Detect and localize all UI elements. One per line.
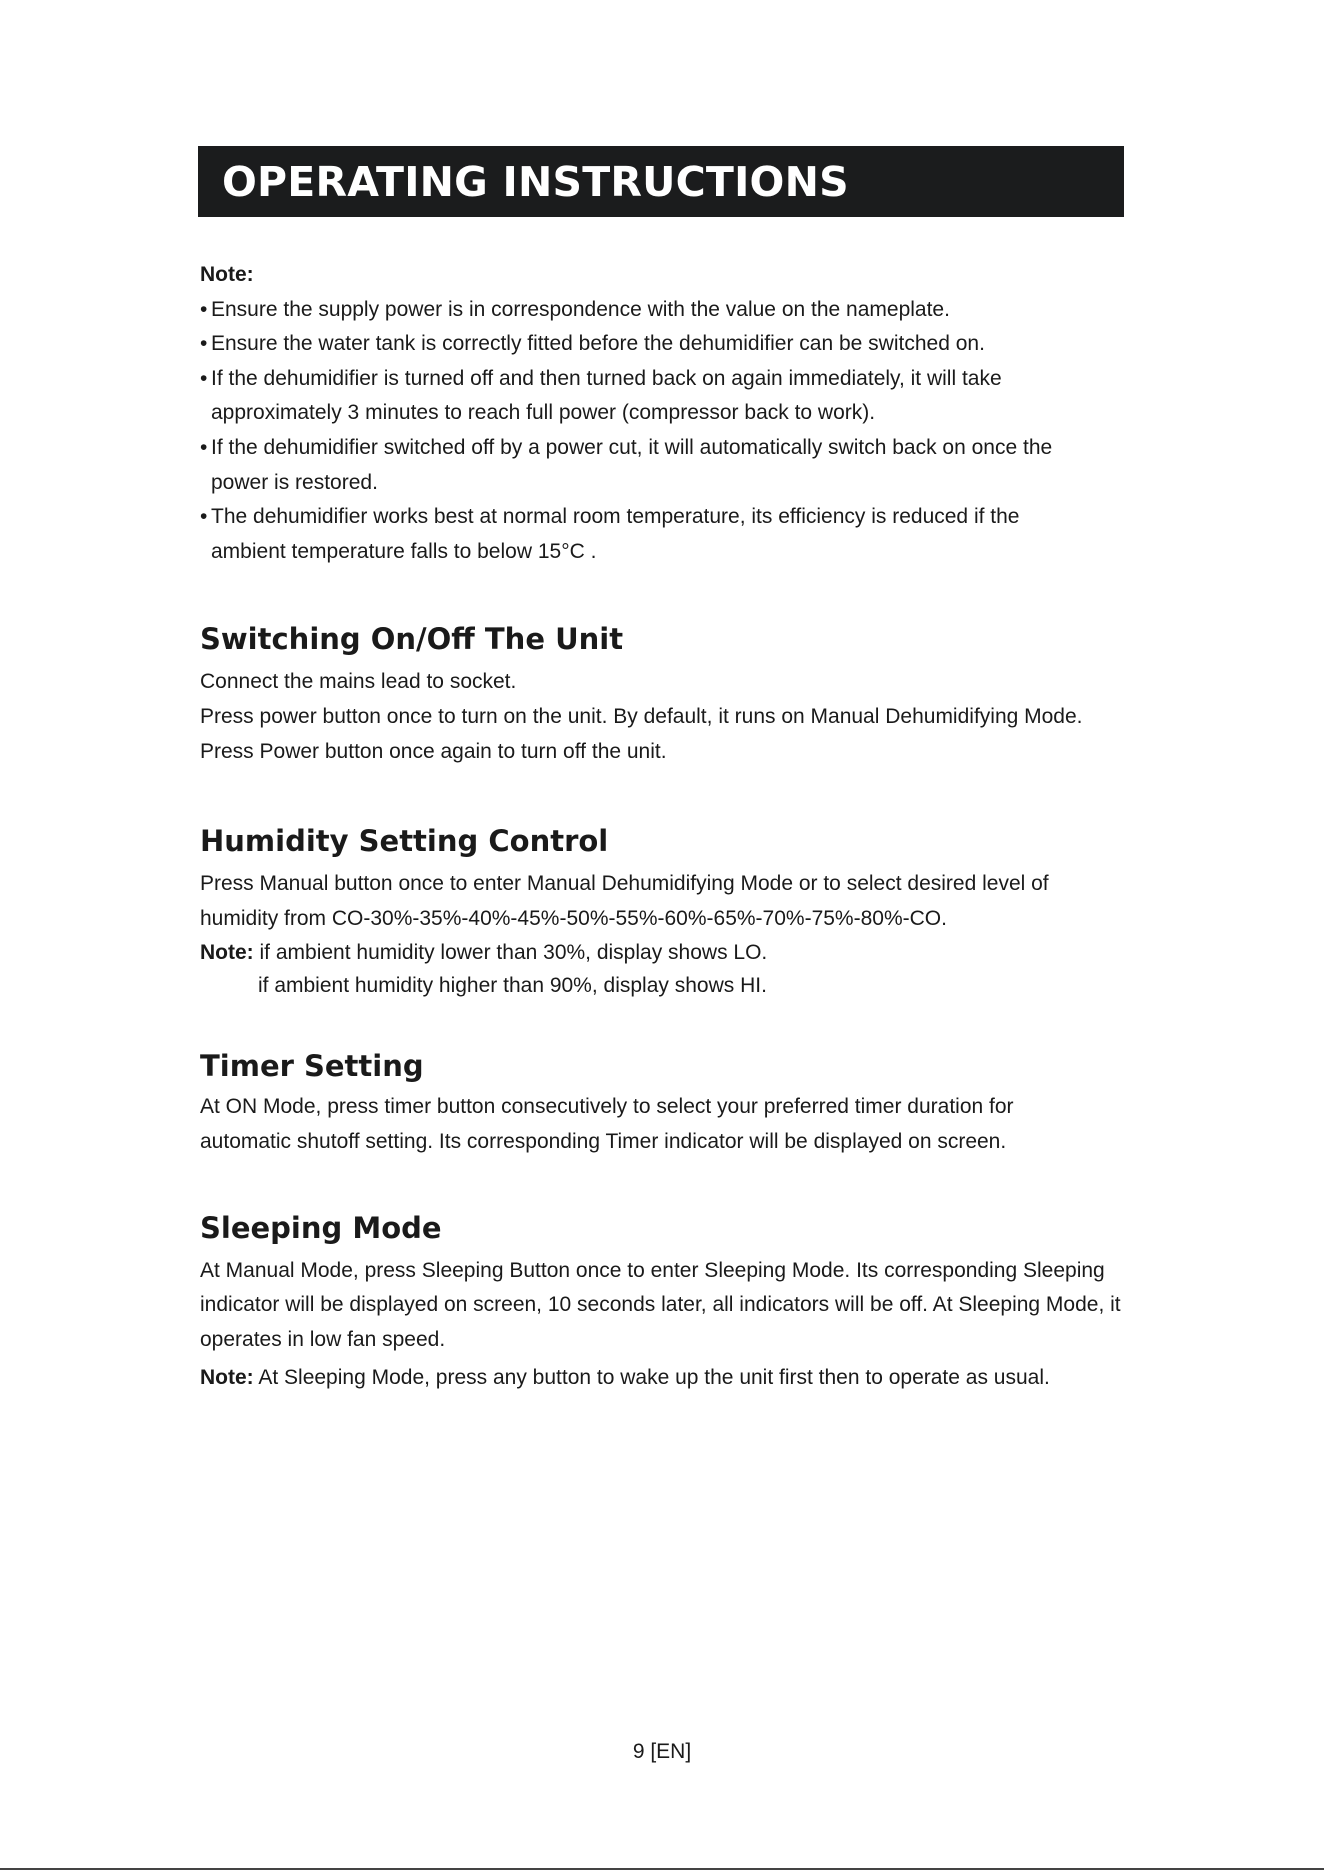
note-bullet: • If the dehumidifier switched off by a power cut, it will automatically switch back on once the power is restored. xyxy=(200,431,1130,500)
note-text: At Sleeping Mode, press any button to wake up the unit first then to operate as usual. xyxy=(253,1366,1050,1390)
instruction-paragraph: At ON Mode, press timer button consecutively to select your preferred timer duration for automatic shutoff setting. Its corresponding Timer indicator will be displayed on screen. xyxy=(200,1095,1014,1153)
instruction-line: Connect the mains lead to socket. xyxy=(200,670,517,694)
section-banner xyxy=(198,146,1124,217)
timer-section xyxy=(200,1046,1130,1159)
sleeping-section xyxy=(200,1208,1130,1396)
section-title: Humidity Setting Control xyxy=(200,824,609,859)
switching-section xyxy=(200,619,1130,769)
page-title: OPERATING INSTRUCTIONS xyxy=(222,157,849,206)
note-block xyxy=(200,258,1130,569)
note-bullet: • If the dehumidifier is turned off and then turned back on again immediately, it will take approximately 3 minutes to reach full power (compressor back to work). xyxy=(200,362,1130,431)
note-bullet: • Ensure the supply power is in correspondence with the value on the nameplate. xyxy=(200,293,1130,328)
note-label: Note: xyxy=(200,941,254,965)
note-bullet: • The dehumidifier works best at normal room temperature, its efficiency is reduced if the ambient temperature falls to below 15°C . xyxy=(200,500,1130,569)
note-text: if ambient humidity higher than 90%, display shows HI. xyxy=(258,974,767,998)
note-bullet: • Ensure the water tank is correctly fitted before the dehumidifier can be switched on. xyxy=(200,327,1130,362)
page-number: 9 [EN] xyxy=(632,1740,692,1763)
note-label: Note: xyxy=(200,263,254,286)
instruction-line: Press Power button once again to turn off the unit. xyxy=(200,739,667,763)
section-title: Sleeping Mode xyxy=(200,1210,442,1245)
section-title: Switching On/Off The Unit xyxy=(200,622,624,657)
section-title: Timer Setting xyxy=(200,1049,424,1084)
humidity-section xyxy=(200,821,1130,1002)
note-label: Note: xyxy=(200,1366,254,1390)
sleeping-note xyxy=(200,1361,1130,1396)
instruction-paragraph: At Manual Mode, press Sleeping Button once to enter Sleeping Mode. Its corresponding Sleeping indicator will be displayed on screen, 10 seconds later, all indicators will be off. At Sleeping Mode, it operates in low fan speed. xyxy=(200,1258,1121,1351)
instruction-line: Press power button once to turn on the unit. By default, it runs on Manual Dehumidifying Mode. xyxy=(200,704,1083,728)
humidity-note xyxy=(200,936,1130,969)
bottom-divider xyxy=(0,1868,1324,1870)
note-text: if ambient humidity lower than 30%, display shows LO. xyxy=(253,941,768,965)
note-bullet-list xyxy=(200,293,1130,570)
document-body xyxy=(200,258,1130,1396)
instruction-paragraph: Press Manual button once to enter Manual Dehumidifying Mode or to select desired level of humidity from CO-30%-35%-40%-45%-50%-55%-60%-65%-70%-75%-80%-CO. xyxy=(200,872,1049,930)
